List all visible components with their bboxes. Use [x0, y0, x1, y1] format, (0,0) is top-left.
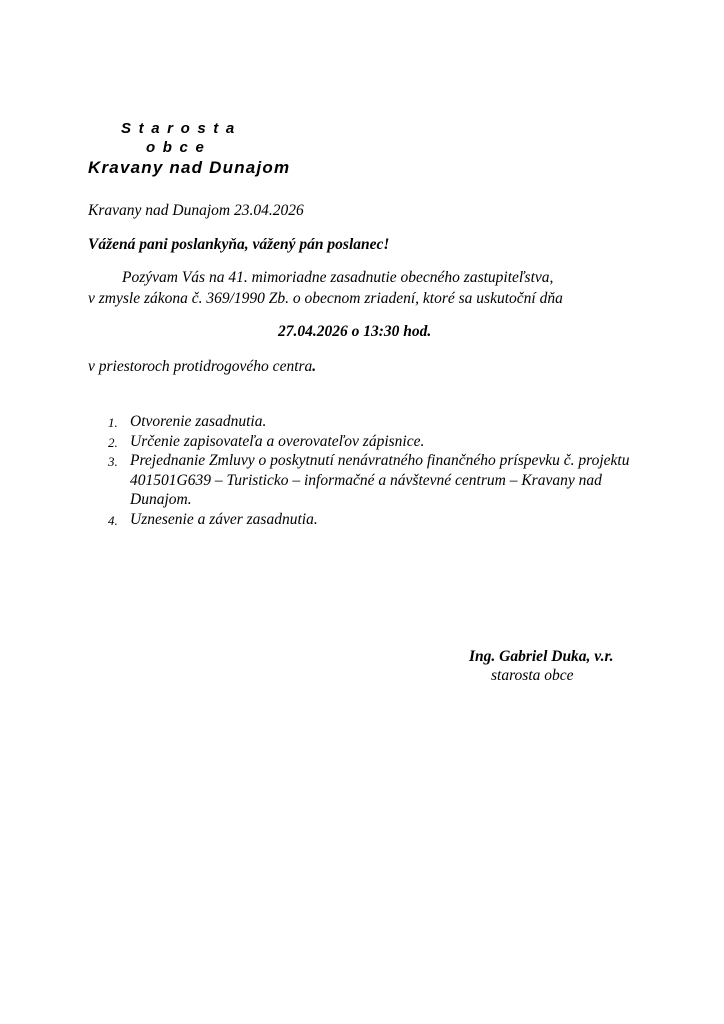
agenda-item-text: Uznesenie a záver zasadnutia.: [130, 510, 318, 528]
agenda-item-number: 1.: [108, 415, 118, 430]
agenda-item-number: 3.: [108, 454, 118, 470]
signatory-title: starosta obce: [491, 667, 574, 684]
meeting-location: [88, 358, 316, 376]
agenda-item-number: 4.: [108, 512, 118, 528]
place-and-date: Kravany nad Dunajom 23.04.2026: [88, 202, 304, 219]
agenda-item-number: 2.: [108, 434, 118, 450]
meeting-datetime: 27.04.2026 o 13:30 hod.: [278, 323, 432, 340]
agenda-item: [100, 510, 640, 530]
header-title-mayor: Starosta: [121, 120, 242, 137]
salutation: Vážená pani poslankyňa, vážený pán poslanec!: [88, 236, 390, 253]
agenda-item-text: Otvorenie zasadnutia.: [130, 413, 267, 430]
invitation-line-2: v zmysle zákona č. 369/1990 Zb. o obecnom zriadení, ktoré sa uskutoční dňa: [88, 290, 563, 307]
meeting-location-period: .: [312, 358, 317, 375]
agenda-item: [100, 451, 640, 510]
header-title-municipality: obce: [146, 139, 212, 156]
agenda-item-text: Určenie zapisovateľa a overovateľov zápisnice.: [130, 432, 425, 450]
agenda-item: [100, 412, 640, 432]
agenda-item: [100, 432, 640, 452]
signatory-name: Ing. Gabriel Duka, v.r.: [469, 648, 614, 665]
header-municipality-name: Kravany nad Dunajom: [88, 158, 291, 177]
meeting-location-text: v priestoroch protidrogového centra: [88, 358, 313, 375]
agenda-item-text: Prejednanie Zmluvy o poskytnutí nenávratného finančného príspevku č. projektu 401501G639 – Turisticko – informačné a návštevné centrum – Kravany nad Dunajom.: [130, 452, 630, 509]
invitation-line-1: Pozývam Vás na 41. mimoriadne zasadnutie obecného zastupiteľstva,: [122, 269, 554, 286]
agenda-list: [100, 412, 640, 530]
